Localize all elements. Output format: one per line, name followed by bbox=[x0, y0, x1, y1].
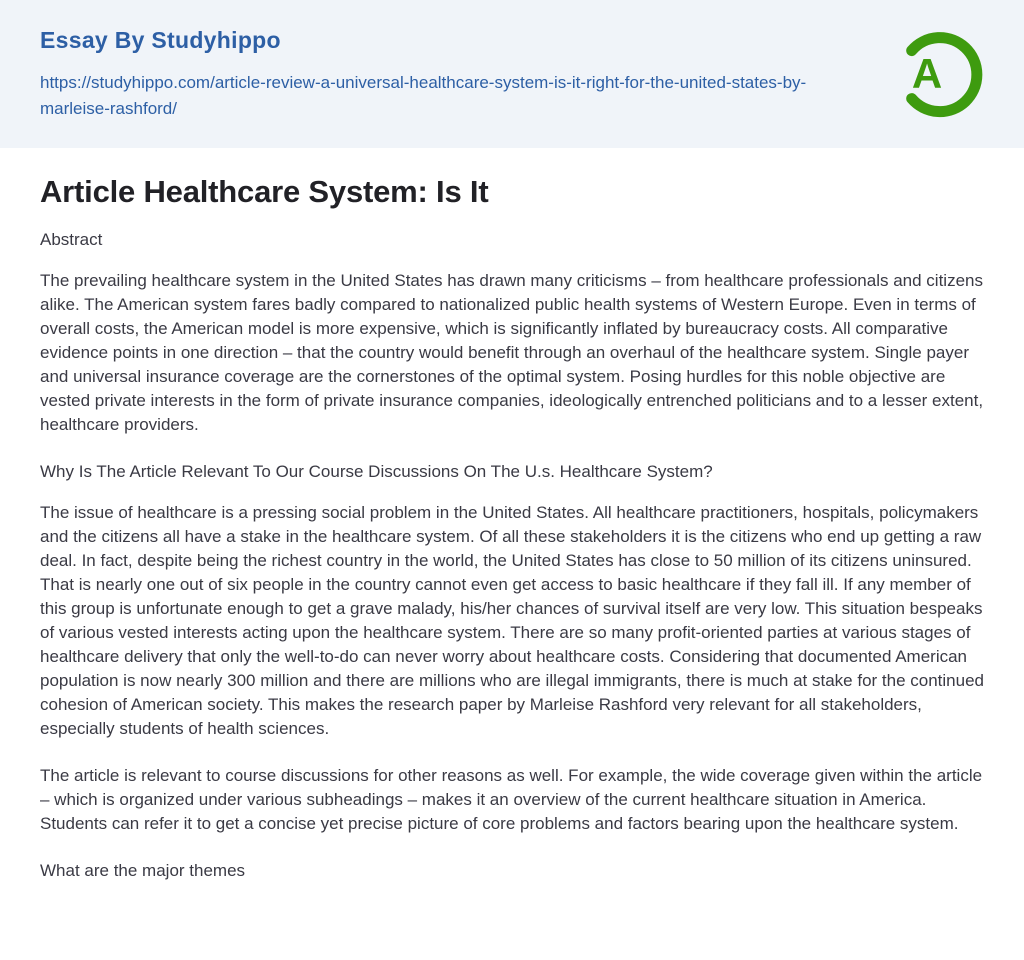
section-heading-why-relevant: Why Is The Article Relevant To Our Course Discussions On The U.s. Healthcare System? bbox=[40, 462, 713, 481]
article-title: Article Healthcare System: Is It bbox=[40, 174, 489, 209]
paragraph-abstract: The prevailing healthcare system in the United States has drawn many criticisms – from healthcare professionals and citizens alike. The American system fares badly compared to nationalized public health systems of Western Europe. Even in terms of overall costs, the American model is more expensive, which is significantly inflated by bureaucracy costs. All comparative evidence points in one direction – that the country would benefit through an overhaul of the healthcare system. Single payer and universal insurance coverage are the cornerstones of the optimal system. Posing hurdles for this noble objective are vested private interests in the form of private insurance companies, ideologically entrenched politicians and to a lesser extent, healthcare providers. bbox=[40, 271, 984, 434]
section-heading-abstract: Abstract bbox=[40, 230, 103, 249]
studyhippo-logo bbox=[894, 28, 986, 120]
paragraph-why-relevant-1: The issue of healthcare is a pressing social problem in the United States. All healthcare practitioners, hospitals, policymakers and the citizens all have a stake in the healthcare system. Of all these stakeholders it is the citizens who end up getting a raw deal. In fact, despite being the richest country in the world, the United States has close to 50 million of its citizens uninsured. That is nearly one out of six people in the country cannot even get access to basic healthcare if they fall ill. If any member of this group is unfortunate enough to get a grave malady, his/her chances of survival itself are very low. This situation bespeaks of various vested interests acting upon the healthcare system. There are so many profit-oriented parties at various stages of healthcare delivery that only the well-to-do can never worry about healthcare costs. Considering that documented American population is now nearly 300 million and there are millions who are illegal immigrants, there is much at stake for the continued cohesion of American society. This makes the research paper by Marleise Rashford very relevant for all stakeholders, especially students of health sciences. bbox=[40, 503, 984, 738]
logo-letter: A bbox=[911, 50, 943, 97]
article-url-link[interactable]: https://studyhippo.com/article-review-a-universal-healthcare-system-is-it-right-for-the-united-states-by-marleise-rashford/ bbox=[40, 72, 807, 118]
site-title: Essay By Studyhippo bbox=[40, 26, 281, 53]
header-text-block bbox=[40, 27, 822, 122]
section-heading-major-themes: What are the major themes bbox=[40, 861, 246, 880]
article-body bbox=[0, 148, 1024, 960]
paragraph-why-relevant-2: The article is relevant to course discussions for other reasons as well. For example, the wide coverage given within the article – which is organized under various subheadings – makes it an overview of the current healthcare situation in America. Students can refer it to get a concise yet precise picture of core problems and factors bearing upon the healthcare system. bbox=[40, 766, 983, 833]
page-header bbox=[0, 0, 1024, 148]
